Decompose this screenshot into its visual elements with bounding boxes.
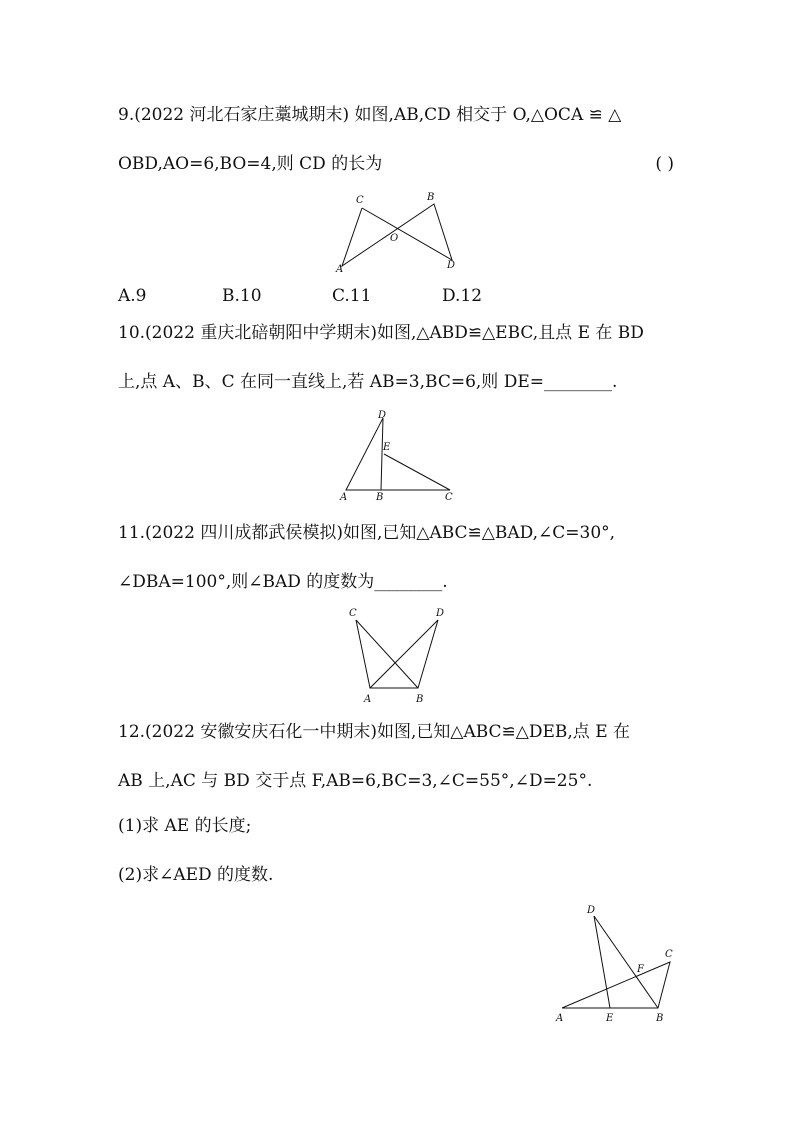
q10-line1: 10.(2022 重庆北碚朝阳中学期末)如图,△ABD≌△EBC,且点 E 在 BD — [118, 323, 644, 343]
q9-figure — [330, 188, 470, 278]
q12-figure — [550, 900, 690, 1030]
q10-label-a: A — [340, 492, 348, 503]
q11-figure-lines — [356, 620, 438, 688]
q10-label-e: E — [383, 442, 391, 453]
q9-label-o: O — [390, 233, 399, 244]
q11-label-c: C — [349, 608, 357, 619]
q12-part2: (2)求∠AED 的度数. — [118, 865, 274, 885]
q11-label-a: A — [364, 694, 372, 705]
q10-label-b: B — [376, 492, 384, 503]
q12-label-b: B — [656, 1013, 664, 1024]
q11-figure — [340, 604, 460, 708]
q11-label-b: B — [416, 694, 424, 705]
q12-label-a: A — [556, 1013, 564, 1024]
q9-label-b: B — [427, 192, 435, 203]
q9-label-c: C — [356, 195, 364, 206]
q9-option-c: C.11 — [332, 286, 372, 306]
q12-label-c: C — [665, 949, 673, 960]
q9-line2 — [118, 152, 674, 176]
q10-figure-bd — [381, 418, 383, 490]
q12-line1: 12.(2022 安徽安庆石化一中期末)如图,已知△ABC≌△DEB,点 E 在 — [118, 722, 631, 742]
q9-line2-text: OBD,AO=6,BO=4,则 CD 的长为 — [118, 154, 383, 174]
q12-part1: (1)求 AE 的长度; — [118, 816, 252, 836]
q9-label-a: A — [336, 264, 344, 275]
q9-option-d: D.12 — [442, 286, 483, 306]
q11-line1: 11.(2022 四川成都武侯模拟)如图,已知△ABC≌△BAD,∠C=30°, — [118, 523, 616, 543]
q9-answer-paren: ( ) — [655, 154, 674, 174]
q12-figure-db — [594, 916, 658, 1008]
q11-line2: ∠DBA=100°,则∠BAD 的度数为________. — [118, 572, 448, 592]
q12-label-e: E — [606, 1013, 614, 1024]
q9-option-a: A.9 — [118, 286, 147, 306]
q12-figure-lines — [562, 916, 670, 1008]
q9-line1: 9.(2022 河北石家庄藁城期末) 如图,AB,CD 相交于 O,△OCA ≌ △ — [118, 105, 622, 125]
q12-label-f: F — [637, 964, 644, 975]
q10-label-d: D — [378, 410, 387, 421]
q12-line2: AB 上,AC 与 BD 交于点 F,AB=6,BC=3,∠C=55°,∠D=25°. — [118, 771, 593, 791]
q10-figure — [338, 406, 468, 506]
q10-label-c: C — [445, 492, 453, 503]
q11-label-d: D — [436, 608, 445, 619]
q10-line2: 上,点 A、B、C 在同一直线上,若 AB=3,BC=6,则 DE=________. — [118, 372, 618, 392]
q10-figure-lines — [346, 418, 450, 490]
q9-option-b: B.10 — [222, 286, 262, 306]
q12-label-d: D — [587, 905, 596, 916]
q11-figure-cb — [356, 620, 418, 688]
q9-label-d: D — [447, 260, 456, 271]
